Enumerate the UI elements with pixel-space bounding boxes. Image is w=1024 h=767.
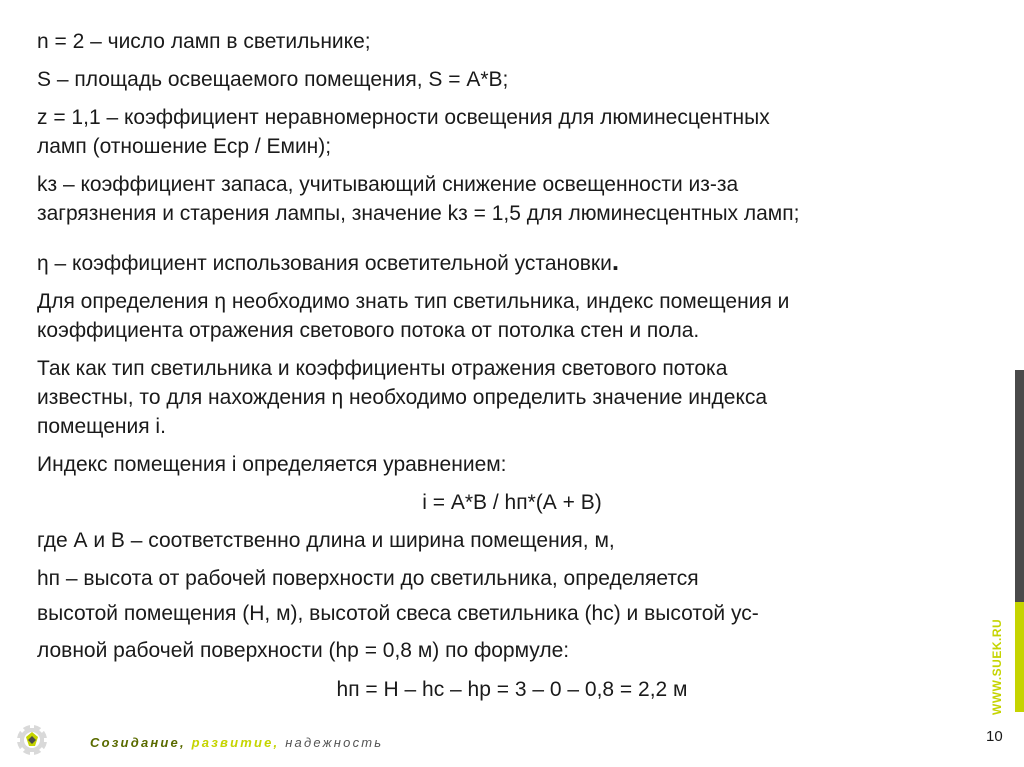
formula-room-index: i = А*В / hп*(А + В): [422, 491, 602, 514]
formula-hp: hп = H – hс – hр = 3 – 0 – 0,8 = 2,2 м: [336, 678, 688, 701]
page-number: 10: [986, 728, 1003, 745]
motto-word-development: развитие,: [191, 735, 280, 750]
footer-motto: [90, 735, 383, 750]
motto-word-creation: Созидание,: [90, 735, 186, 750]
text-line-where-ab: где А и В – соответственно длина и ширина помещения, м,: [37, 529, 615, 552]
footer-url: WWW.SUEK.RU: [990, 618, 1004, 715]
text-line-since: Так как тип светильника и коэффициенты отражения светового потока: [37, 357, 728, 380]
text-line-index-intro: Индекс помещения i определяется уравнением:: [37, 453, 507, 476]
text-line-reserve-coef-cont: загрязнения и старения лампы, значение kз = 1,5 для люминесцентных ламп;: [37, 202, 800, 225]
side-accent-bar-lime: [1015, 602, 1024, 712]
text-line-since-cont: известны, то для нахождения η необходимо определить значение индекса: [37, 386, 768, 409]
text-line-eta-determination: Для определения η необходимо знать тип светильника, индекс помещения и: [37, 290, 790, 313]
eta-period: .: [611, 246, 620, 276]
text-line-eta: [37, 248, 619, 277]
text-line-since-end: помещения i.: [37, 415, 166, 438]
eta-text: η – коэффициент использования осветительной установки: [37, 252, 612, 275]
text-line-hp-definition-cont: высотой помещения (Н, м), высотой свеса светильника (hс) и высотой ус-: [37, 602, 759, 625]
text-line-area: S – площадь освещаемого помещения, S = А*В;: [37, 68, 509, 91]
text-line-reserve-coef: kз – коэффициент запаса, учитывающий снижение освещенности из-за: [37, 173, 739, 196]
text-line-lamps-count: n = 2 – число ламп в светильнике;: [37, 30, 371, 53]
text-line-nonuniformity: z = 1,1 – коэффициент неравномерности освещения для люминесцентных: [37, 106, 770, 129]
text-line-nonuniformity-cont: ламп (отношение Еср / Емин);: [37, 135, 332, 158]
company-logo-icon: [14, 722, 50, 758]
text-line-eta-determination-cont: коэффициента отражения светового потока от потолка стен и пола.: [37, 319, 700, 342]
text-line-hp-definition: hп – высота от рабочей поверхности до светильника, определяется: [37, 567, 699, 590]
side-accent-bar-dark: [1015, 370, 1024, 602]
text-line-hp-definition-end: ловной рабочей поверхности (hр = 0,8 м) по формуле:: [37, 639, 570, 662]
motto-word-reliability: надежность: [285, 735, 384, 750]
